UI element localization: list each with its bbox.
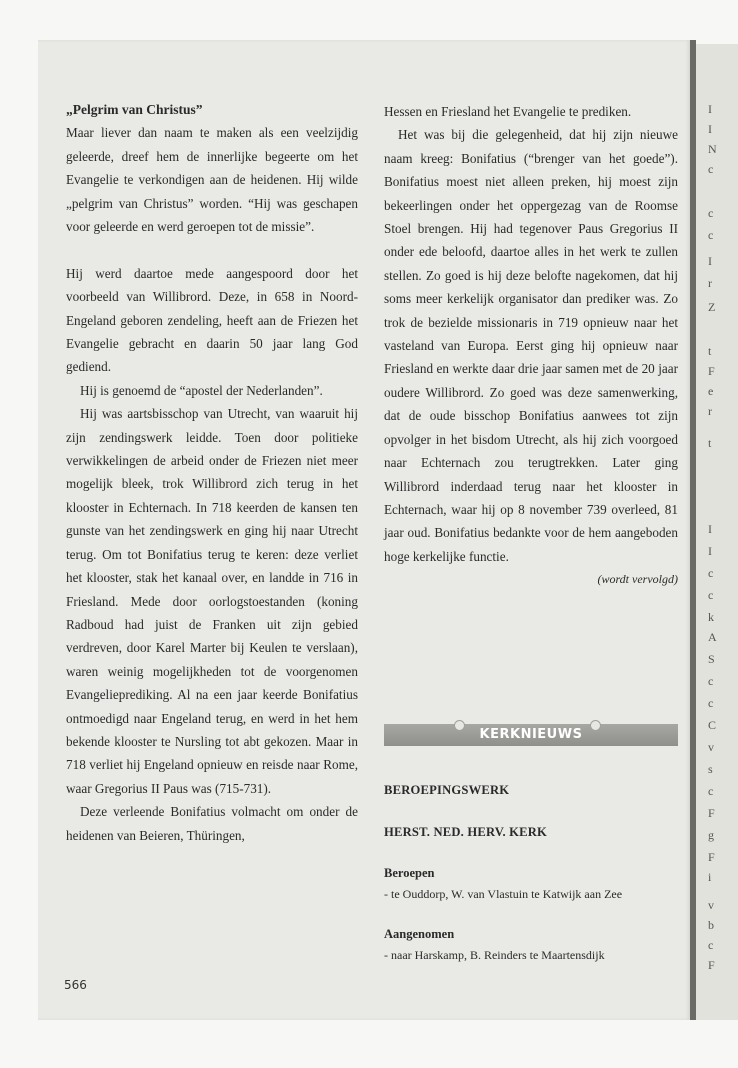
next-page-fragment: g (708, 828, 714, 842)
next-page-fragment: c (708, 938, 714, 952)
kerknieuws-banner (384, 724, 678, 746)
next-page-fragment: e (708, 384, 714, 398)
adjacent-page-edge (696, 44, 738, 1020)
next-page-fragment: Z (708, 300, 716, 314)
next-page-fragment: C (708, 718, 717, 732)
next-page-fragment: N (708, 142, 717, 156)
next-page-fragment: F (708, 806, 715, 820)
paragraph: Hij is genoemd de “apostel der Nederlanden”. (80, 382, 323, 398)
next-page-fragment: c (708, 206, 714, 220)
beroepingswerk-title: BEROEPINGSWERK (384, 783, 510, 797)
next-page-fragment: v (708, 740, 714, 754)
next-page-fragment: I (708, 102, 712, 116)
next-page-fragment: F (708, 958, 715, 972)
church-title: HERST. NED. HERV. KERK (384, 825, 548, 839)
called-label: Beroepen (384, 866, 435, 880)
next-page-fragment: r (708, 276, 712, 290)
next-page-fragment: t (708, 344, 712, 358)
next-page-fragment: A (708, 630, 717, 644)
article-right-column (384, 100, 678, 592)
called-item: - te Ouddorp, W. van Vlastuin te Katwijk aan Zee (384, 887, 623, 901)
next-page-fragment: c (708, 162, 714, 176)
paragraph-spacer (66, 238, 358, 261)
paragraph: Hij was aartsbisschop van Utrecht, van waaruit hij zijn zendingswerk leidde. Toen door politieke verwikkelingen de arbeid onder de Friezen niet meer mogelijk bleek, trok Willibrord zich terug in het klooster in Echternach. In 718 keerden de kansen ten gunste van het zendingswerk en ging hij naar Utrecht terug. Om tot Bonifatius terug te keren: deze verliet het klooster, stak het kanaal over, en landde in 716 in Friesland. Mede door oorlogstoestanden (koning Radboud had juist de Franken uit zijn gebied verdreven, door Karel Marter bij Keulen te verslaan), waren weinig mogelijkheden tot de voorgenomen Evangelieprediking. Al na een jaar keerde Bonifatius ontmoedigd naar Engeland terug, en werd in het hem bekende klooster te Nursling tot abt gekozen. Maar in 718 verliet hij Engeland opnieuw en reisde naar Rome, waar Gregorius II Paus was (715-731). (66, 406, 358, 796)
paragraph: Hessen en Friesland het Evangelie te prediken. (384, 104, 632, 119)
kerknieuws-label: KERKNIEUWS (479, 727, 583, 742)
next-page-fragment: k (708, 610, 714, 624)
page-number: 566 (64, 978, 87, 992)
section-heading: „Pelgrim van Christus” (66, 102, 203, 117)
next-page-fragment: c (708, 588, 714, 602)
accepted-item: - naar Harskamp, B. Reinders te Maartensdijk (384, 948, 605, 962)
next-page-fragment: S (708, 652, 715, 666)
paragraph: Maar liever dan naam te maken als een veelzijdig geleerde, dreef hem de innerlijke begeerte om het Evangelie te verkondigen aan de heidenen. Hij wilde „pelgrim van Christus” worden. “Hij was geschapen voor geleerde en werd geroepen tot de missie”. (66, 125, 358, 235)
next-page-fragment: v (708, 898, 714, 912)
next-page-fragment: c (708, 566, 714, 580)
next-page-fragment: I (708, 522, 712, 536)
article-left-column (66, 98, 358, 847)
next-page-fragment: b (708, 918, 714, 932)
paragraph: Hij werd daartoe mede aangespoord door het voorbeeld van Willibrord. Deze, in 658 in Noord-Engeland geboren zendeling, heeft aan de Friezen het Evangelie gebracht en daarin 50 jaar lang God gediend. (66, 265, 358, 375)
next-page-fragment: c (708, 228, 714, 242)
paragraph: Deze verleende Bonifatius volmacht om onder de heidenen van Beieren, Thüringen, (66, 804, 358, 843)
next-page-fragment: i (708, 870, 712, 884)
next-page-fragment: I (708, 122, 712, 136)
next-page-fragment: t (708, 436, 712, 450)
next-page-fragment: F (708, 364, 715, 378)
next-page-fragment: I (708, 544, 712, 558)
next-page-fragment: I (708, 254, 712, 268)
next-page-fragment: c (708, 696, 714, 710)
next-page-fragment: r (708, 404, 712, 418)
next-page-fragment: c (708, 674, 714, 688)
continued-note: (wordt vervolgd) (597, 572, 678, 587)
next-page-fragment: c (708, 784, 714, 798)
paragraph: Het was bij die gelegenheid, dat hij zijn nieuwe naam kreeg: Bonifatius (“brenger van het goede”). Bonifatius moest niet alleen preken, hij moest zijn bekeerlingen onder het oppergezag van de Roomse Stoel brengen. Hij had tegenover Paus Gregorius II onder ede beloofd, daartoe alles in het werk te zullen stellen. Zo goed is hij deze belofte nagekomen, dat hij soms meer kerkelijk organisator dan prediker was. Zo trok de bezielde missionaris in 719 opnieuw naar het vasteland van Europa. Eerst ging hij opnieuw naar Friesland en werkte daar drie jaar samen met de 20 jaar oudere Willibrord. Zo goed was deze samenwerking, dat de oude bisschop Bonifatius aanwees tot zijn opvolger in het bisdom Utrecht, als hij zich voorgoed naar Echternach zou terugtrekken. Later ging Willibrord inderdaad terug naar het klooster in Echternach, waar hij op 8 november 739 overleed, 81 jaar oud. Bonifatius bedankte voor de hem aangeboden hoge kerkelijke functie. (384, 127, 678, 564)
next-page-fragment: F (708, 850, 715, 864)
next-page-fragment: s (708, 762, 713, 776)
accepted-label: Aangenomen (384, 927, 455, 941)
